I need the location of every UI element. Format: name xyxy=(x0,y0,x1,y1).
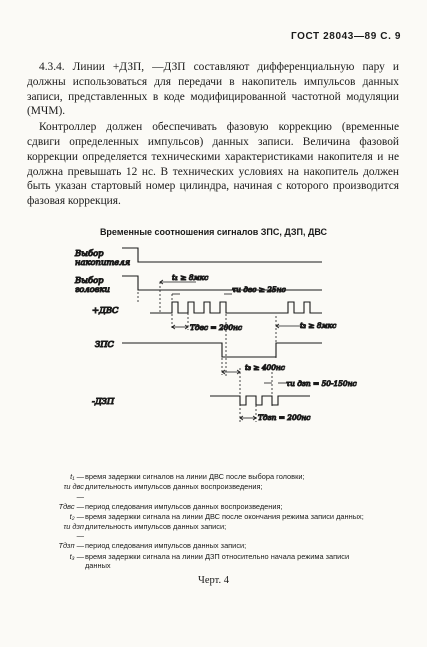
legend-symbol: t₁ — xyxy=(70,472,84,481)
legend-description: время задержки сигнала на линии ДЗП относительно начала режима записи данных xyxy=(85,551,350,571)
waveform-head-select xyxy=(122,276,322,290)
legend-description: время задержки сигналов на линии ДВС после выбора головки; xyxy=(85,472,305,481)
legend-item xyxy=(58,552,376,571)
annotation-T-dvs: Tдвс = 200нс xyxy=(190,323,243,332)
waveform-dzp xyxy=(210,396,310,405)
label-dzp: -ДЗП xyxy=(92,396,115,406)
label-zps: ЗПС xyxy=(95,339,114,349)
waveform-dvs xyxy=(150,302,322,313)
reference-lines xyxy=(138,282,276,422)
annotation-t1: t₁ ≥ 8мкс xyxy=(172,273,209,282)
legend-item xyxy=(58,482,376,501)
legend-symbol: t₂ — xyxy=(69,511,84,521)
paragraph-4-3-4: 4.3.4. Линии +ДЗП, —ДЗП составляют дифференциальную пару и должны использоваться для передачи в накопитель импульсов данных записи, представленных в коде модифицированной частотной модуляции (МЧМ). xyxy=(27,61,399,118)
legend-description: длительность импульсов данных воспроизведения; xyxy=(85,482,263,492)
label-drive-select-2: накопителя xyxy=(75,257,131,267)
annotation-t3: t₃ ≥ 400нс xyxy=(245,363,285,372)
waveform-zps xyxy=(122,343,322,357)
figure-caption: Черт. 4 xyxy=(198,575,229,586)
annotation-T-dzp: Tдзп = 200нс xyxy=(258,413,311,422)
annotation-tau-dzp: τи дзп = 50-150нс xyxy=(286,379,357,388)
legend-item xyxy=(58,502,376,512)
waveform-drive-select xyxy=(122,248,322,262)
figure-title: Временные соотношения сигналов ЗПС, ДЗП, ДВС xyxy=(99,227,328,237)
legend-description: период следования импульсов данных записи; xyxy=(85,541,247,551)
legend-description: время задержки сигнала на линии ДВС после окончания режима записи данных; xyxy=(85,511,364,521)
label-drive-select-1: Выбор xyxy=(75,248,104,258)
page-header: ГОСТ 28043—89 С. 9 xyxy=(290,31,401,42)
dimension-arrows xyxy=(160,280,300,420)
legend-item xyxy=(58,472,376,482)
legend-symbol: τи дзп — xyxy=(63,521,84,541)
legend-item xyxy=(58,541,376,551)
label-head-select-1: Выбор xyxy=(75,275,104,285)
figure-legend xyxy=(58,472,376,571)
legend-description: период следования импульсов данных воспроизведения; xyxy=(85,501,283,511)
legend-symbol: t₃ — xyxy=(69,551,84,561)
legend-description: длительность импульсов данных записи; xyxy=(85,521,227,531)
label-head-select-2: головки xyxy=(75,284,110,294)
legend-item xyxy=(58,522,376,541)
annotation-tau-dvs: τи двс ≥ 25нс xyxy=(232,285,286,294)
legend-symbol: τи двс — xyxy=(63,482,84,501)
paragraph-phase-correction: Контроллер должен обеспечивать фазовую коррекцию (временные сдвиги определенных импульсов) данных записи. Величина фазовой коррекции определяется техническими характеристиками накопителя и не должна превышать 12 нс. В технических условиях на накопитель должен быть указан стартовый номер цилиндра, начиная с которого производится фазовая коррекция. xyxy=(27,121,399,208)
legend-item xyxy=(58,512,376,522)
label-dvs: +ДВС xyxy=(92,305,119,315)
annotation-t2: t₂ ≥ 8мкс xyxy=(300,321,337,330)
legend-symbol: Tдвс — xyxy=(58,501,84,511)
legend-symbol: Tдзп — xyxy=(58,541,84,551)
